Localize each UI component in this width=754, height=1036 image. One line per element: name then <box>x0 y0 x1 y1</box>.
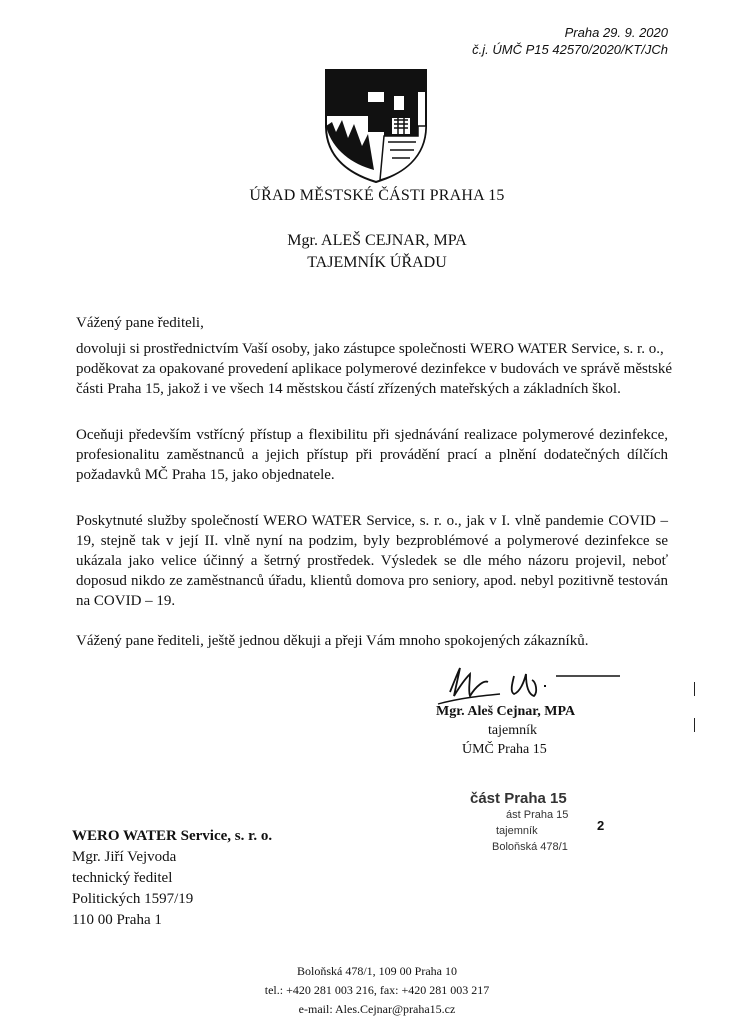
paragraph-1 <box>76 339 673 399</box>
closing-line: Vážený pane řediteli, ještě jednou děkuji a přeji Vám mnoho spokojených zákazníků. <box>76 633 589 649</box>
signatory-name: Mgr. Aleš Cejnar, MPA <box>436 704 576 719</box>
signature-block <box>436 702 626 759</box>
stamp-number: 2 <box>597 818 605 833</box>
sender-position: TAJEMNÍK ÚŘADU <box>307 254 447 271</box>
recipient-title: technický ředitel <box>72 870 173 886</box>
signatory-role: tajemník <box>488 723 537 738</box>
recipient-city: 110 00 Praha 1 <box>72 912 162 928</box>
stamp-line-3: tajemník <box>496 825 538 837</box>
sender-name: Mgr. ALEŠ CEJNAR, MPA <box>287 232 467 249</box>
reference-number: č.j. ÚMČ P15 42570/2020/KT/JCh <box>472 42 668 57</box>
office-title: ÚŘAD MĚSTSKÉ ČÁSTI PRAHA 15 <box>249 187 505 204</box>
recipient-person: Mgr. Jiří Vejvoda <box>72 849 177 865</box>
paragraph-1-line: části Praha 15, jakož i ve všech 14 městskou částí zřízených mateřských a základních škol. <box>76 381 621 397</box>
stamp-line-1: část Praha 15 <box>470 790 567 807</box>
recipient-address <box>72 826 272 931</box>
signatory-org: ÚMČ Praha 15 <box>462 742 547 757</box>
paragraph-1-line: poděkovat za opakované provedení aplikace polymerové dezinfekce v budovách ve správě městské <box>76 361 673 377</box>
sender-block <box>0 230 754 274</box>
coat-of-arms-icon <box>322 66 430 184</box>
footer-email: e-mail: Ales.Cejnar@praha15.cz <box>298 1002 456 1016</box>
paragraph-1-line: dovoluji si prostřednictvím Vaší osoby, jako zástupce společnosti WERO WATER Service, s. r. o., <box>76 341 664 357</box>
letter-header-meta <box>472 24 668 58</box>
paragraph-3: Poskytnuté služby společností WERO WATER Service, s. r. o., jak v I. vlně pandemie COVID – 19, stejně tak v její II. vlně nyní na podzim, byly bezproblémové a polymerové dezinfekce se ukázala jako velice účinný a šetrný prostředek. Výsledek se dle mého názoru projevil, neboť doposud nikdo ze zaměstnanců úřadu, klientů domova pro seniory, apod. nebyl pozitivně testován na COVID – 19. <box>76 513 668 609</box>
footer-phone: tel.: +420 281 003 216, fax: +420 281 003 217 <box>264 983 490 997</box>
letter-footer <box>0 962 754 1019</box>
office-stamp <box>470 790 610 855</box>
scan-mark <box>694 718 695 732</box>
footer-address: Boloňská 478/1, 109 00 Praha 10 <box>297 964 457 978</box>
scan-mark <box>694 682 695 696</box>
paragraph-2: Oceňuji především vstřícný přístup a flexibilitu při sjednávání realizace polymerové dezinfekce, profesionalitu zaměstnanců a jejich přístup při provádění prací a plnění dodatečných dílčích požadavků MČ Praha 15, jako objednatele. <box>76 427 668 483</box>
recipient-street: Politických 1597/19 <box>72 891 194 907</box>
stamp-line-4: Boloňská 478/1 <box>492 841 568 853</box>
stamp-line-2: ást Praha 15 <box>506 809 569 821</box>
recipient-company: WERO WATER Service, s. r. o. <box>72 828 273 844</box>
letter-date: Praha 29. 9. 2020 <box>564 25 668 40</box>
salutation: Vážený pane řediteli, <box>76 315 204 331</box>
